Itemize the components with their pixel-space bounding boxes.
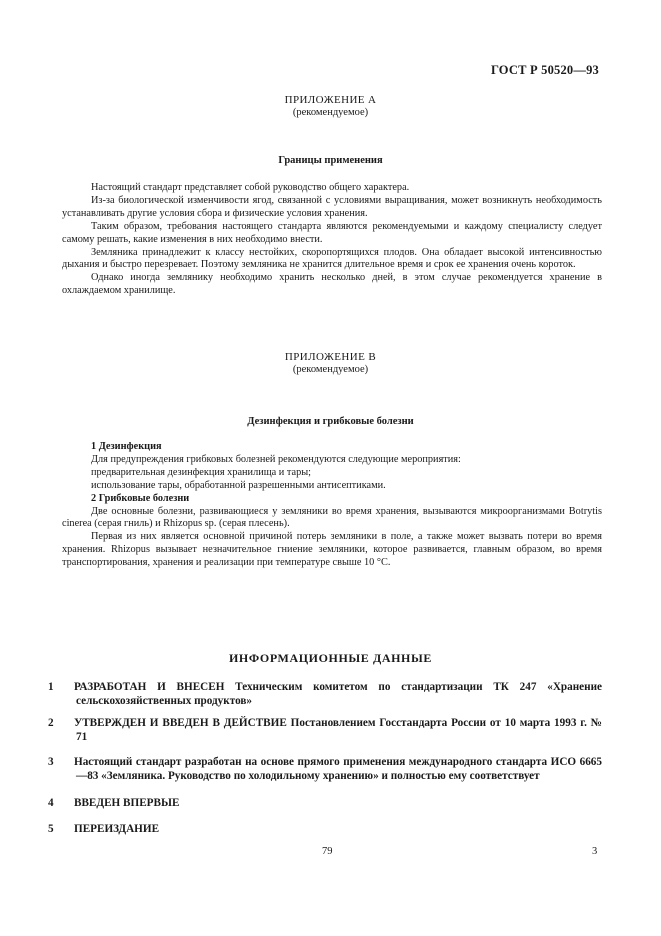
appendix-b-body [62, 441, 602, 570]
appendix-a-section-title: Границы применения [278, 155, 383, 166]
info-item-text: ВВЕДЕН ВПЕРВЫЕ [74, 797, 180, 809]
info-item-number: 2 [48, 717, 54, 729]
paragraph: Таким образом, требования настоящего стандарта являются рекомендуемыми и каждому специалисту следует самому решать, какие изменения в них необходимо внести. [62, 220, 602, 245]
info-item [48, 716, 602, 744]
appendix-a-body [62, 182, 602, 298]
info-item-number: 1 [48, 681, 54, 693]
info-item-text: ПЕРЕИЗДАНИЕ [74, 823, 160, 835]
info-item [48, 796, 602, 810]
paragraph: Из-за биологической изменчивости ягод, связанной с условиями выращивания, может возникнуть необходимость устанавливать другие условия сбора и физические условия хранения. [62, 194, 602, 219]
paragraph: Настоящий стандарт представляет собой руководство общего характера. [91, 182, 410, 193]
appendix-a-title: ПРИЛОЖЕНИЕ А [284, 94, 377, 106]
info-item-text: РАЗРАБОТАН И ВНЕСЕН Техническим комитетом по стандартизации ТК 247 «Хранение сельскохозяйственных продуктов» [74, 681, 602, 707]
paragraph: Земляника принадлежит к классу нестойких, скоропортящихся плодов. Она обладает высокой интенсивностью дыхания и быстро перезревает. Поэтому земляника не хранится длительное время и срок ее хранения очень короток. [62, 246, 602, 271]
appendix-b-title: ПРИЛОЖЕНИЕ В [284, 351, 377, 363]
page-number: 79 [322, 846, 333, 857]
subheading-fungal-diseases: 2 Грибковые болезни [91, 492, 190, 504]
appendix-a-subtitle: (рекомендуемое) [292, 107, 369, 118]
standard-code: ГОСТ Р 50520—93 [490, 63, 599, 77]
info-item-text: Настоящий стандарт разработан на основе прямого применения международного стандарта ИСО 6665—83 «Земляника. Руководство по холодильному хранению» и полностью ему соответствует [74, 756, 602, 782]
info-item-text: УТВЕРЖДЕН И ВВЕДЕН В ДЕЙСТВИЕ Постановлением Госстандарта России от 10 марта 1993 г. № 71 [74, 717, 602, 743]
info-item [48, 822, 602, 836]
appendix-b-section-title: Дезинфекция и грибковые болезни [247, 416, 414, 427]
info-title: ИНФОРМАЦИОННЫЕ ДАННЫЕ [229, 651, 432, 665]
paragraph: Первая из них является основной причиной потерь земляники в поле, а также может вызвать потери во время хранения. Rhizopus вызывает незначительное гниение земляники, которое развивается, главным образом, во время транспортирования, хранения и реализации при температуре свыше 10 °С. [62, 531, 602, 569]
paragraph: Однако иногда землянику необходимо хранить несколько дней, в этом случае рекомендуется хранение в охлаждаемом хранилище. [62, 272, 602, 297]
info-item [48, 680, 602, 708]
info-item-number: 5 [48, 823, 54, 835]
paragraph: использование тары, обработанной разрешенными антисептиками. [91, 479, 386, 491]
sheet-number: 3 [592, 846, 598, 857]
info-item-number: 3 [48, 756, 54, 768]
paragraph: предварительная дезинфекция хранилища и тары; [91, 466, 312, 478]
subheading-disinfection: 1 Дезинфекция [91, 441, 162, 452]
info-item-number: 4 [48, 797, 54, 809]
paragraph: Для предупреждения грибковых болезней рекомендуются следующие мероприятия: [91, 453, 461, 465]
info-item [48, 755, 602, 783]
paragraph: Две основные болезни, развивающиеся у земляники во время хранения, вызываются микроорганизмами Botrytis cinerea (серая гниль) и Rhizopus sp. (серая плесень). [62, 505, 602, 530]
appendix-b-subtitle: (рекомендуемое) [292, 364, 369, 375]
